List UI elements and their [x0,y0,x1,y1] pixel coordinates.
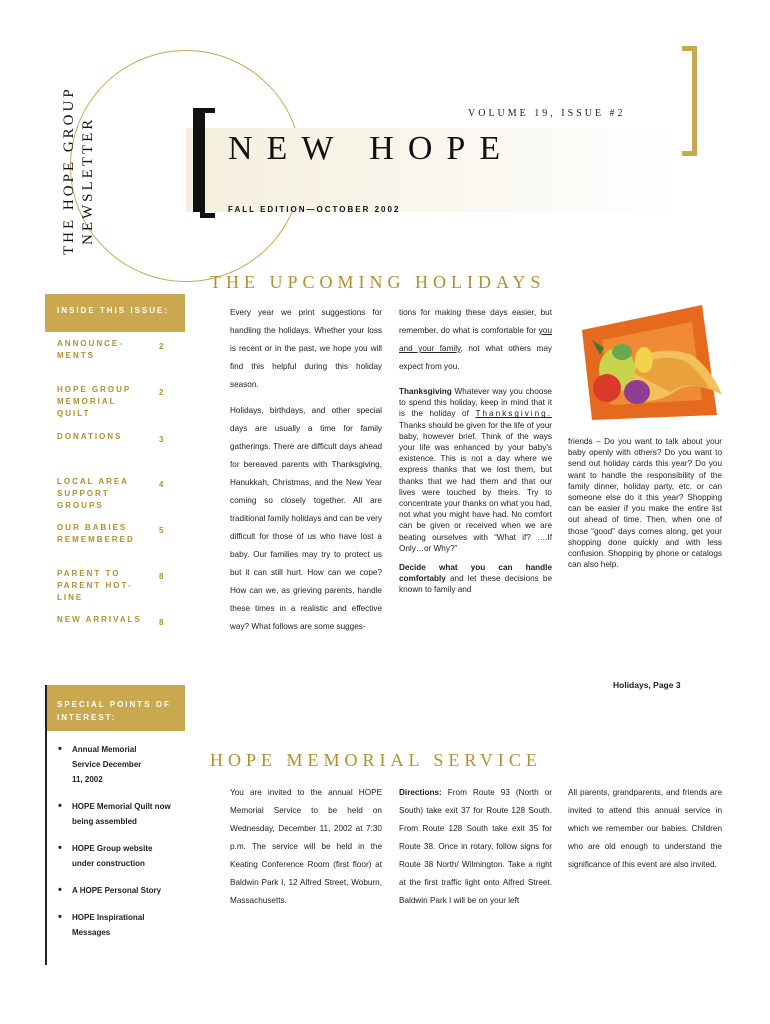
holidays-column-2 [399,304,552,596]
toc-label: ANNOUNCE-MENTS [57,339,124,360]
side-title [60,86,98,255]
toc-page: 3 [159,435,164,444]
holidays-paragraph: friends – Do you want to talk about your baby openly with others? Do you want to send out holiday cards this year? Do you want to handle the responsibility of the family dinner, holiday party, etc. or can someone else do it this year? Shopping can be easier if you make the entire list out ahead of time. Then, when one of those “good” days comes along, get your shopping done quickly and with less confusion. Shopping by phone or catalogs can also help. [568,437,722,570]
inside-issue-heading: INSIDE THIS ISSUE: [57,306,170,315]
memorial-paragraph: You are invited to the annual HOPE Memorial Service to be held on Wednesday, December 11, 2002 at 7:30 p.m. The service will be held in the Keating Conference Room (first floor) at Baldwin Park I, 12 Alfred Street, Woburn, Massachusetts. [230,788,382,905]
thanksgiving-heading: Thanksgiving [399,387,452,396]
side-title-line2: NEWSLETTER [80,116,96,245]
toc-label: PARENT TO PARENT HOT-LINE [57,569,133,602]
holidays-column-3 [568,436,722,570]
thanksgiving-emphasis: Thanksgiving. [475,409,552,419]
list-item: • HOPE Memorial Quilt now being assembled [58,799,172,829]
holidays-paragraph: Holidays, birthdays, and other special days are usually a time for family gatherings. There are difficult days ahead for bereaved parents with Thanksgiving, Hanukkah, Christmas, and the New Year coming so closely together. All are traditional family holidays and can be very difficult for those of us who have lost a baby. Our families may try to protect us but it can still hurt. How can we cope? How can we, as grieving parents, handle these times in a realistic and effective way? What follows are some sugges- [230,406,383,631]
thanksgiving-paragraph [399,386,552,554]
toc-page: 8 [159,618,164,627]
memorial-column-1 [230,784,382,910]
list-item: • A HOPE Personal Story [58,883,192,898]
right-bracket [682,46,697,156]
toc-label: HOPE GROUP MEMORIAL QUILT [57,385,132,418]
text-run: tions for making these days easier, but remember, do what is comfortable for [399,308,552,335]
list-item: • HOPE Inspirational Messages [58,910,152,940]
holidays-paragraph: Every year we print suggestions for handling the holidays. Whether your loss is recent or in the past, we hope you will find this helpful during this holiday season. [230,308,382,389]
toc-page: 8 [159,572,164,581]
text-run: , not what others may expect from you. [399,344,552,371]
toc-page: 2 [159,388,164,397]
list-item: • Annual Memorial Service December 11, 2002 [58,742,152,787]
side-title-line1: THE HOPE GROUP [61,86,77,255]
directions-heading: Directions: [399,788,442,797]
newsletter-title: NEW HOPE [228,130,515,167]
toc-page: 2 [159,342,164,351]
toc-label: NEW ARRIVALS [57,615,142,624]
left-bracket [200,108,215,218]
list-item: • HOPE Group website under construction [58,841,162,871]
toc-page: 4 [159,480,164,489]
toc-label: OUR BABIES REMEMBERED [57,523,135,544]
special-points-header [47,685,185,731]
toc-label: LOCAL AREA SUPPORT GROUPS [57,477,129,510]
text-run: From Route 93 (North or South) take exit 37 for Route 128 South. From Route 128 South take exit 35 for Route 38. Once in rotary, follow signs for Route 38 North/ Wilmington. Take a right at the first traffic light onto Alfred Street. Baldwin Park I will be on your left [399,788,552,905]
holidays-column-1 [230,304,382,636]
inside-issue-header [45,294,185,332]
continued-link[interactable]: Holidays, Page 3 [613,680,681,690]
holidays-paragraph [399,304,552,376]
text-run: Thanks should be given for the life of your baby, however brief. Think of the ways your life was enhanced by your baby's existence. This is not a day where we express thanks that we lost them, but thanks that we had them and that our lives were touched by theirs. Try to concentrate your thanks on what you had, not what you might have had. No comfort can be given or received when we are beating ourselves with “What if? ….If Only…or Why?” [399,420,552,553]
special-points-list [58,742,188,940]
cornucopia-illustration [562,300,732,430]
decide-heading: Decide what you can handle comfortably [399,563,552,584]
edition-date: FALL EDITION—OCTOBER 2002 [228,205,401,214]
directions-paragraph [399,784,552,910]
special-points-heading: SPECIAL POINTS OF INTEREST: [57,700,171,722]
text-run: Whatever way you choose to spend this holiday, keep in mind that it is the holiday of [399,387,552,419]
you-and-family-emphasis: you and your family [399,326,552,353]
volume-issue: VOLUME 19, ISSUE #2 [468,108,626,119]
memorial-paragraph: All parents, grandparents, and friends are invited to attend this annual service in which we remember our babies. Children who are old enough to understand the significance of this event are also invited. [568,788,722,869]
text-run: and let these decisions be known to family and [399,574,552,595]
toc-page: 5 [159,526,164,535]
toc-label: DONATIONS [57,432,123,441]
memorial-heading: HOPE MEMORIAL SERVICE [210,750,542,770]
memorial-column-2 [399,784,552,910]
decide-paragraph [399,562,552,596]
holidays-heading: THE UPCOMING HOLIDAYS [210,272,546,292]
memorial-column-3 [568,784,722,874]
